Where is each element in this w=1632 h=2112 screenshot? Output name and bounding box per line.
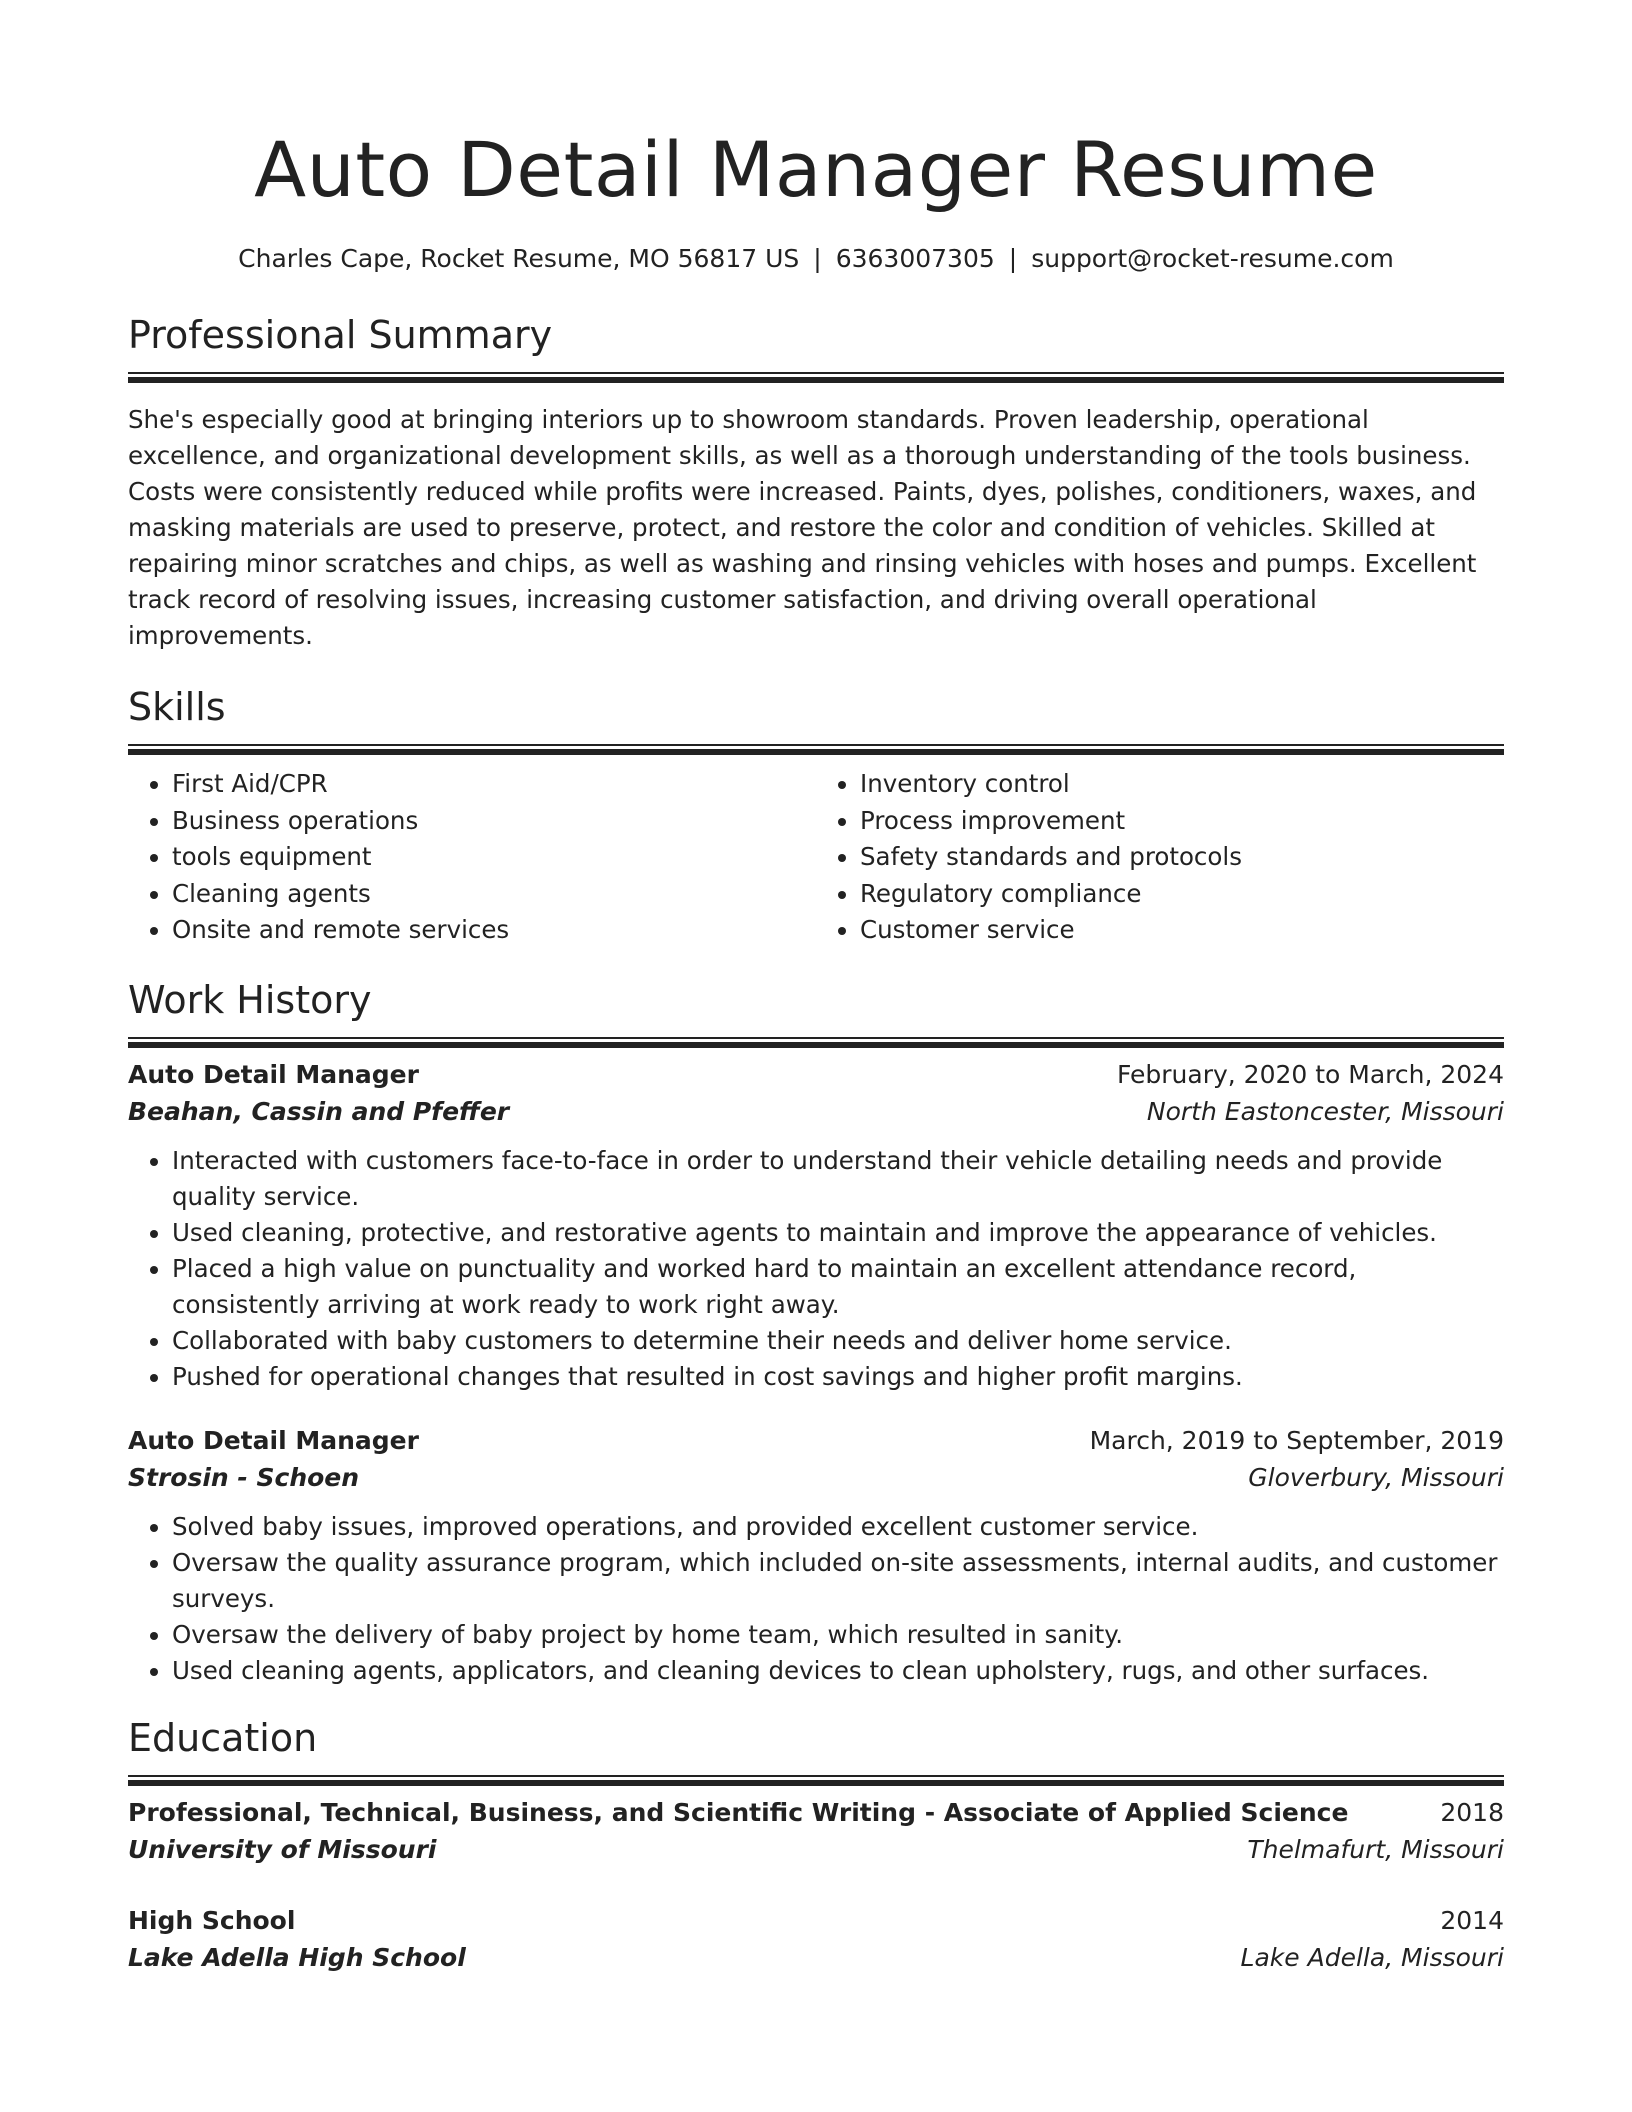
contact-email: support@rocket-resume.com [1031, 244, 1394, 273]
contact-separator: | [1008, 244, 1018, 273]
resume-title: Auto Detail Manager Resume [254, 125, 1378, 214]
job-dates: February, 2020 to March, 2024 [1116, 1059, 1504, 1089]
job-bullet: • Placed a high value on punctuality and worked hard to maintain an excellent attendance record, consistently arriving at work ready to work right away. [172, 1251, 1504, 1323]
skills-heading: Skills [128, 685, 226, 729]
education-location: Lake Adella, Missouri [1240, 1942, 1504, 1972]
job-header [128, 1423, 1504, 1459]
education-school: Lake Adella High School [128, 1942, 466, 1972]
summary-heading: Professional Summary [128, 313, 553, 357]
job-bullet: • Interacted with customers face-to-face in order to understand their vehicle detailing needs and provide quality service. [172, 1143, 1504, 1215]
job-bullet: • Oversaw the quality assurance program, which included on-site assessments, internal audits, and customer surveys. [172, 1545, 1504, 1617]
education-subheader [128, 1831, 1504, 1869]
job-subheader [128, 1459, 1504, 1497]
job-entry [128, 1423, 1504, 1689]
section-divider [128, 1775, 1504, 1777]
contact-address: Charles Cape, Rocket Resume, MO 56817 US [238, 244, 800, 273]
skill-item: • Business operations [172, 803, 816, 840]
skills-columns [128, 766, 1504, 949]
skill-item: • Cleaning agents [172, 876, 816, 913]
job-bullet: • Pushed for operational changes that resulted in cost savings and higher profit margins. [172, 1359, 1504, 1395]
education-entry [128, 1903, 1504, 1977]
work-section [128, 975, 1504, 1689]
skill-item: • Inventory control [860, 766, 1504, 803]
education-header [128, 1903, 1504, 1939]
job-bullet: • Solved baby issues, improved operations, and provided excellent customer service. [172, 1509, 1504, 1545]
education-year: 2018 [1440, 1797, 1504, 1827]
job-location: Gloverbury, Missouri [1248, 1462, 1504, 1492]
skill-item: • Onsite and remote services [172, 912, 816, 949]
job-company: Strosin - Schoen [128, 1462, 360, 1492]
skills-right-list [816, 766, 1504, 949]
skill-item: • Safety standards and protocols [860, 839, 1504, 876]
job-bullet: • Oversaw the delivery of baby project by home team, which resulted in sanity. [172, 1617, 1504, 1653]
education-entry [128, 1795, 1504, 1869]
education-location: Thelmafurt, Missouri [1247, 1834, 1504, 1864]
job-title: Auto Detail Manager [128, 1059, 419, 1089]
contact-separator: | [813, 244, 822, 273]
summary-section [128, 310, 1504, 654]
contact-line [128, 242, 1504, 276]
education-degree: High School [128, 1905, 296, 1935]
skill-item: • Process improvement [860, 803, 1504, 840]
education-degree: Professional, Technical, Business, and Scientific Writing - Associate of Applied Science [128, 1797, 1349, 1827]
section-divider [128, 744, 1504, 746]
job-title: Auto Detail Manager [128, 1425, 419, 1455]
job-company: Beahan, Cassin and Pfeffer [128, 1096, 510, 1126]
job-entry [128, 1057, 1504, 1395]
skill-item: • Regulatory compliance [860, 876, 1504, 913]
skills-left-list [128, 766, 816, 949]
job-dates: March, 2019 to September, 2019 [1089, 1425, 1504, 1455]
summary-text: She's especially good at bringing interiors up to showroom standards. Proven leadership, operational excellence, and organizational development skills, as well as a thorough understanding of the tools business. Costs were consistently reduced while profits were increased. Paints, dyes, polishes, conditioners, waxes, and masking materials are used to preserve, protect, and restore the color and condition of vehicles. Skilled at repairing minor scratches and chips, as well as washing and rinsing vehicles with hoses and pumps. Excellent track record of resolving issues, increasing customer satisfaction, and driving overall operational improvements. [128, 405, 1477, 650]
education-section [128, 1713, 1504, 1977]
job-bullets [128, 1509, 1504, 1689]
job-location: North Eastoncester, Missouri [1146, 1096, 1504, 1126]
job-bullet: • Used cleaning agents, applicators, and cleaning devices to clean upholstery, rugs, and other surfaces. [172, 1653, 1504, 1689]
skills-section [128, 682, 1504, 949]
contact-phone: 6363007305 [835, 244, 995, 273]
job-bullet: • Collaborated with baby customers to determine their needs and deliver home service. [172, 1323, 1504, 1359]
education-header [128, 1795, 1504, 1831]
job-bullet: • Used cleaning, protective, and restorative agents to maintain and improve the appearance of vehicles. [172, 1215, 1504, 1251]
section-divider [128, 372, 1504, 374]
skill-item: • First Aid/CPR [172, 766, 816, 803]
skill-item: • Customer service [860, 912, 1504, 949]
work-heading: Work History [128, 977, 372, 1022]
section-divider [128, 1037, 1504, 1039]
education-subheader [128, 1939, 1504, 1977]
job-bullets [128, 1143, 1504, 1395]
job-header [128, 1057, 1504, 1093]
education-heading: Education [128, 1715, 318, 1760]
education-year: 2014 [1440, 1905, 1504, 1935]
skill-item: • tools equipment [172, 839, 816, 876]
education-school: University of Missouri [128, 1834, 437, 1864]
job-subheader [128, 1093, 1504, 1131]
